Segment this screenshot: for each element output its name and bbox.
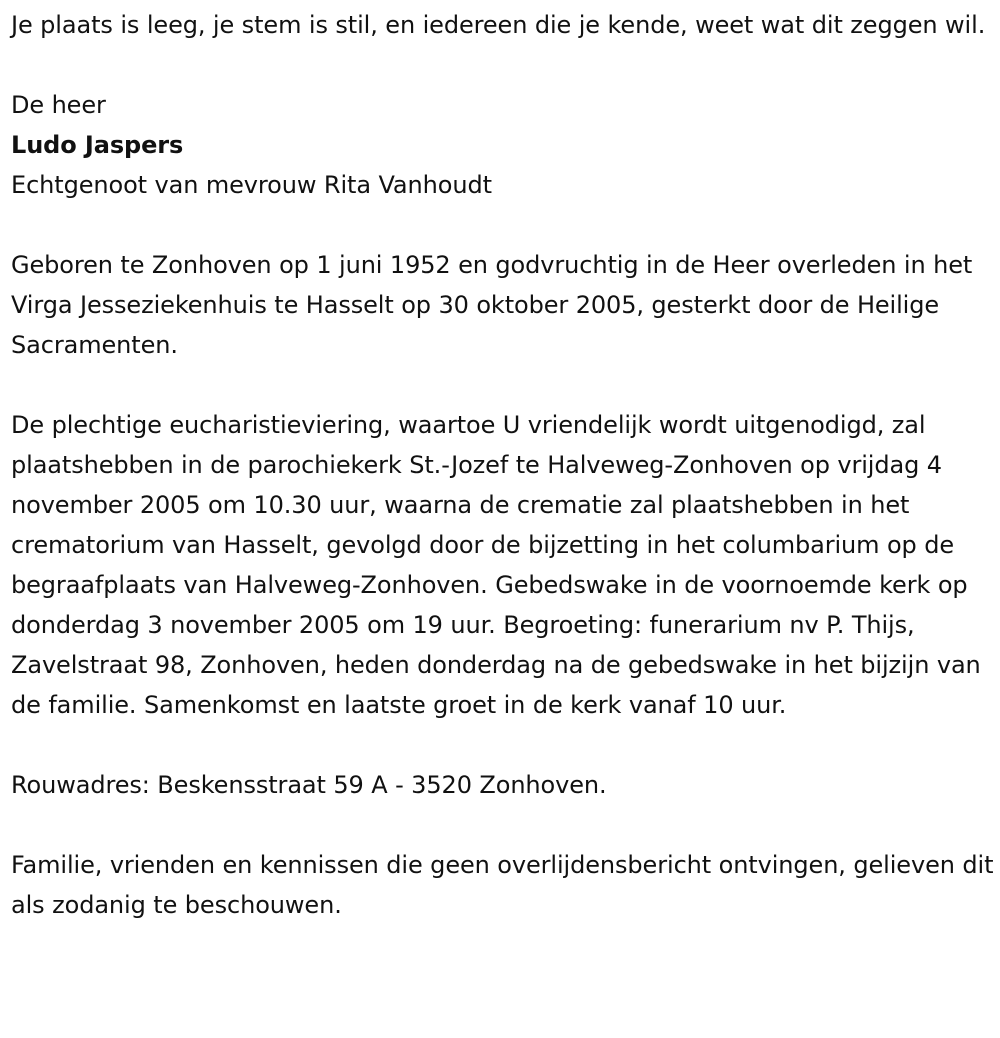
closing-paragraph: Familie, vrienden en kennissen die geen overlijdensbericht ontvingen, gelieven dit als zodanig te beschouwen.: [11, 851, 994, 919]
opening-quote: Je plaats is leeg, je stem is stil, en iedereen die je kende, weet wat dit zeggen wil.: [11, 11, 986, 39]
salutation: De heer: [11, 91, 106, 119]
paragraph-gap: [11, 205, 996, 245]
address-line: Rouwadres: Beskensstraat 59 A - 3520 Zonhoven.: [11, 771, 607, 799]
biography-paragraph: Geboren te Zonhoven op 1 juni 1952 en godvruchtig in de Heer overleden in het Virga Jesseziekenhuis te Hasselt op 30 oktober 2005, gesterkt door de Heilige Sacramenten.: [11, 251, 973, 359]
paragraph-gap: [11, 365, 996, 405]
paragraph-gap: [11, 725, 996, 765]
paragraph-gap: [11, 805, 996, 845]
ceremony-paragraph: De plechtige eucharistieviering, waartoe U vriendelijk wordt uitgenodigd, zal plaatshebben in de parochiekerk St.-Jozef te Halveweg-Zonhoven op vrijdag 4 november 2005 om 10.30 uur, waarna de crematie zal plaatshebben in het crematorium van Hasselt, gevolgd door de bijzetting in het columbarium op de begraafplaats van Halveweg-Zonhoven. Gebedswake in de voornoemde kerk op donderdag 3 november 2005 om 19 uur. Begroeting: funerarium nv P. Thijs, Zavelstraat 98, Zonhoven, heden donderdag na de gebedswake in het bijzijn van de familie. Samenkomst en laatste groet in de kerk vanaf 10 uur.: [11, 411, 981, 719]
deceased-name: Ludo Jaspers: [11, 131, 184, 159]
paragraph-gap: [11, 45, 996, 85]
obituary-notice: [11, 5, 996, 925]
spouse-line: Echtgenoot van mevrouw Rita Vanhoudt: [11, 171, 492, 199]
